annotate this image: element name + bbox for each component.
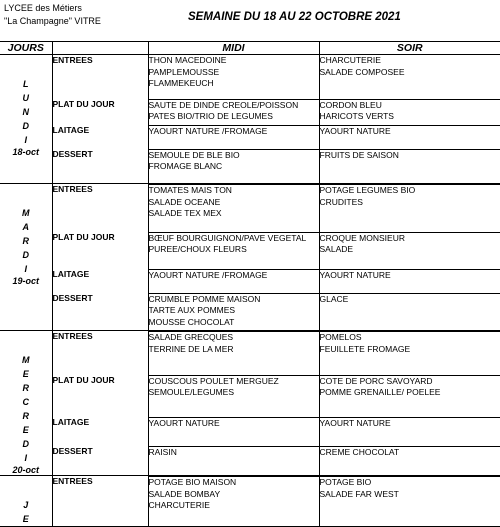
meal-category: [52, 232, 148, 269]
midi-dish: YAOURT NATURE: [149, 417, 319, 430]
day-name-vertical: [0, 55, 52, 147]
soir-dish: FEUILLETE FROMAGE: [320, 344, 500, 356]
soir-dishes: [319, 55, 500, 99]
soir-dish: CREME CHOCOLAT: [320, 446, 500, 459]
meal-category: [52, 331, 148, 375]
midi-dishes: [148, 125, 319, 149]
meal-category-label: PLAT DU JOUR: [53, 232, 148, 244]
midi-dish: YAOURT NATURE /FROMAGE: [149, 125, 319, 138]
soir-dish: HARICOTS VERTS: [320, 111, 500, 123]
day-name-vertical: [0, 184, 52, 276]
day-letter: L: [0, 77, 52, 91]
midi-dish: CRUMBLE POMME MAISON: [149, 293, 319, 306]
day-date: 20-oct: [0, 465, 52, 475]
midi-dish: THON MACEDOINE: [149, 55, 319, 67]
soir-dishes: [319, 446, 500, 476]
midi-dish: SAUTE DE DINDE CREOLE/POISSON: [149, 99, 319, 112]
day-letter: R: [0, 381, 52, 395]
midi-dish: FLAMMEKEUCH: [149, 78, 319, 90]
midi-dishes: [148, 99, 319, 125]
meal-category: [52, 476, 148, 527]
midi-dish: SALADE OCEANE: [149, 197, 319, 209]
midi-dishes: [148, 476, 319, 527]
soir-dishes: [319, 184, 500, 232]
school-name: LYCEE des Métiers: [4, 2, 101, 15]
day-letter: C: [0, 395, 52, 409]
day-letter: D: [0, 248, 52, 262]
midi-dish: SALADE GRECQUES: [149, 331, 319, 344]
midi-dish: CHARCUTERIE: [149, 500, 319, 512]
day-name-vertical: [0, 476, 52, 526]
midi-dish: YAOURT NATURE /FROMAGE: [149, 269, 319, 282]
menu-row: [0, 331, 500, 375]
midi-dishes: [148, 417, 319, 446]
menu-table: [0, 41, 500, 527]
soir-dish: CHARCUTERIE: [320, 55, 500, 67]
meal-category-label: ENTREES: [53, 184, 148, 196]
midi-dish: SALADE TEX MEX: [149, 208, 319, 220]
midi-dish: FROMAGE BLANC: [149, 161, 319, 173]
soir-dish: FRUITS DE SAISON: [320, 149, 500, 162]
meal-category-label: PLAT DU JOUR: [53, 375, 148, 387]
day-letter: I: [0, 451, 52, 465]
menu-row: [0, 269, 500, 293]
day-date: 19-oct: [0, 276, 52, 286]
menu-row: [0, 125, 500, 149]
menu-body: [0, 55, 500, 527]
school-subtitle: "La Champagne" VITRE: [4, 15, 101, 28]
midi-dishes: [148, 232, 319, 269]
meal-category: [52, 125, 148, 149]
menu-row: [0, 99, 500, 125]
menu-row: [0, 375, 500, 417]
menu-row: [0, 232, 500, 269]
meal-category-label: LAITAGE: [53, 125, 148, 137]
midi-dish: SEMOULE/LEGUMES: [149, 387, 319, 399]
soir-dish: GLACE: [320, 293, 500, 306]
soir-dish: YAOURT NATURE: [320, 125, 500, 138]
midi-dishes: [148, 293, 319, 331]
midi-dish: POTAGE BIO MAISON: [149, 476, 319, 489]
midi-dish: PUREE/CHOUX FLEURS: [149, 244, 319, 256]
midi-dishes: [148, 375, 319, 417]
page-title: SEMAINE DU 18 AU 22 OCTOBRE 2021: [188, 11, 401, 23]
soir-dish: POTAGE LEGUMES BIO: [320, 184, 500, 197]
menu-header-row: [0, 42, 500, 55]
soir-dishes: [319, 149, 500, 184]
menu-row: [0, 55, 500, 99]
midi-dish: RAISIN: [149, 446, 319, 459]
meal-category-label: ENTREES: [53, 331, 148, 343]
soir-dish: POMME GRENAILLE/ POELEE: [320, 387, 500, 399]
soir-dishes: [319, 375, 500, 417]
soir-dish: CROQUE MONSIEUR: [320, 232, 500, 245]
meal-category-label: DESSERT: [53, 446, 148, 458]
meal-category-label: ENTREES: [53, 55, 148, 67]
day-letter: U: [0, 91, 52, 105]
day-letter: E: [0, 367, 52, 381]
midi-dish: TERRINE DE LA MER: [149, 344, 319, 356]
midi-dish: TARTE AUX POMMES: [149, 305, 319, 317]
midi-dish: BŒUF BOURGUIGNON/PAVE VEGETAL: [149, 232, 319, 245]
menu-row: [0, 184, 500, 232]
soir-dish: CRUDITES: [320, 197, 500, 209]
meal-category: [52, 293, 148, 331]
soir-dishes: [319, 417, 500, 446]
meal-category: [52, 55, 148, 99]
midi-dish: PATES BIO/TRIO DE LEGUMES: [149, 111, 319, 123]
column-header-blank: [52, 42, 148, 55]
column-header-midi: MIDI: [148, 42, 319, 55]
meal-category: [52, 269, 148, 293]
soir-dish: YAOURT NATURE: [320, 417, 500, 430]
soir-dishes: [319, 269, 500, 293]
menu-row: [0, 293, 500, 331]
day-letter: R: [0, 409, 52, 423]
menu-row: [0, 149, 500, 184]
day-letter: J: [0, 498, 52, 512]
soir-dish: POMELOS: [320, 331, 500, 344]
day-letter: A: [0, 220, 52, 234]
meal-category-label: DESSERT: [53, 149, 148, 161]
meal-category-label: ENTREES: [53, 476, 148, 488]
midi-dishes: [148, 446, 319, 476]
day-letter: I: [0, 262, 52, 276]
day-cell: [0, 184, 52, 331]
midi-dish: MOUSSE CHOCOLAT: [149, 317, 319, 329]
midi-dishes: [148, 331, 319, 375]
soir-dish: YAOURT NATURE: [320, 269, 500, 282]
soir-dish: COTE DE PORC SAVOYARD: [320, 375, 500, 388]
day-letter: M: [0, 353, 52, 367]
meal-category: [52, 184, 148, 232]
midi-dish: SEMOULE DE BLE BIO: [149, 149, 319, 162]
day-letter: R: [0, 234, 52, 248]
day-letter: D: [0, 119, 52, 133]
midi-dish: SALADE BOMBAY: [149, 489, 319, 501]
soir-dish: SALADE FAR WEST: [320, 489, 500, 501]
day-letter: N: [0, 105, 52, 119]
meal-category-label: DESSERT: [53, 293, 148, 305]
menu-row: [0, 476, 500, 527]
soir-dishes: [319, 331, 500, 375]
soir-dish: CORDON BLEU: [320, 99, 500, 112]
menu-row: [0, 417, 500, 446]
soir-dishes: [319, 476, 500, 527]
midi-dishes: [148, 269, 319, 293]
soir-dish: SALADE COMPOSEE: [320, 67, 500, 79]
soir-dishes: [319, 293, 500, 331]
midi-dishes: [148, 184, 319, 232]
day-date: 18-oct: [0, 147, 52, 157]
meal-category-label: LAITAGE: [53, 269, 148, 281]
meal-category: [52, 446, 148, 476]
soir-dishes: [319, 99, 500, 125]
day-letter: D: [0, 437, 52, 451]
midi-dish: PAMPLEMOUSSE: [149, 67, 319, 79]
day-letter: E: [0, 512, 52, 526]
day-letter: E: [0, 423, 52, 437]
day-letter: I: [0, 133, 52, 147]
day-cell: [0, 331, 52, 476]
day-cell: [0, 55, 52, 184]
meal-category: [52, 149, 148, 184]
midi-dishes: [148, 149, 319, 184]
soir-dishes: [319, 232, 500, 269]
soir-dish: POTAGE BIO: [320, 476, 500, 489]
soir-dish: SALADE: [320, 244, 500, 256]
soir-dishes: [319, 125, 500, 149]
meal-category: [52, 375, 148, 417]
midi-dishes: [148, 55, 319, 99]
meal-category: [52, 417, 148, 446]
column-header-jours: JOURS: [0, 42, 52, 55]
school-header: [4, 2, 101, 28]
day-letter: M: [0, 206, 52, 220]
meal-category-label: PLAT DU JOUR: [53, 99, 148, 111]
meal-category: [52, 99, 148, 125]
menu-row: [0, 446, 500, 476]
day-name-vertical: [0, 331, 52, 465]
midi-dish: TOMATES MAIS TON: [149, 184, 319, 197]
meal-category-label: LAITAGE: [53, 417, 148, 429]
midi-dish: COUSCOUS POULET MERGUEZ: [149, 375, 319, 388]
day-cell: [0, 476, 52, 527]
column-header-soir: SOIR: [319, 42, 500, 55]
